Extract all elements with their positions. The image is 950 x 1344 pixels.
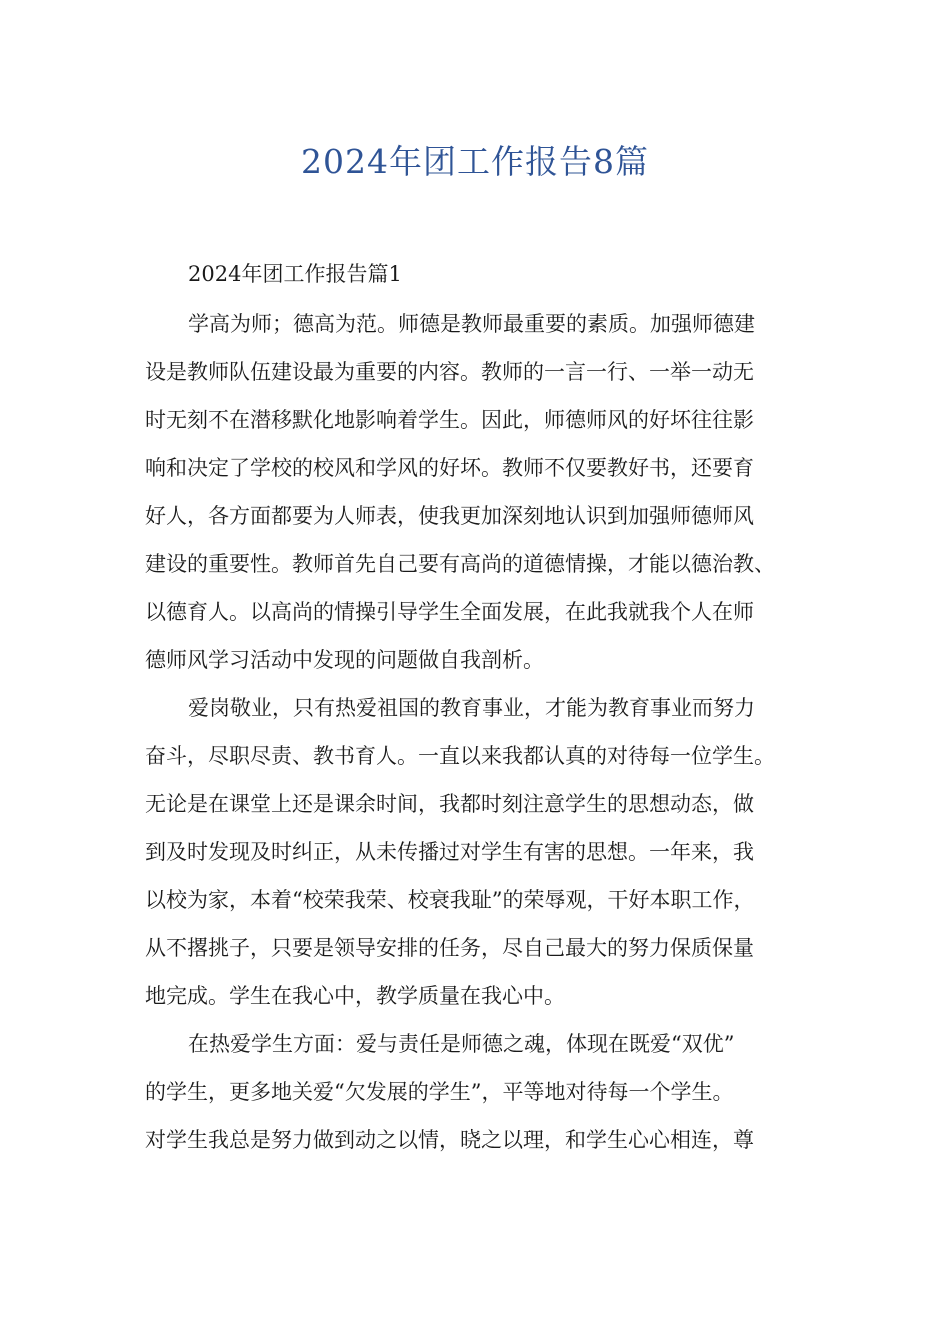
paragraph-line: 建设的重要性。教师首先自己要有高尚的道德情操，才能以德治教、 [145,552,775,576]
paragraph-line: 在热爱学生方面：爱与责任是师德之魂，体现在既爱“双优” [188,1032,735,1056]
paragraph-line: 以校为家，本着“校荣我荣、校衰我耻”的荣辱观，干好本职工作， [145,888,755,912]
document-title: 2024年团工作报告8篇 [301,142,649,181]
paragraph-line: 设是教师队伍建设最为重要的内容。教师的一言一行、一举一动无 [145,360,754,384]
paragraph-line: 对学生我总是努力做到动之以情，晓之以理，和学生心心相连，尊 [145,1128,754,1152]
paragraph-line: 的学生，更多地关爱“欠发展的学生”，平等地对待每一个学生。 [145,1080,734,1104]
paragraph-line: 从不撂挑子，只要是领导安排的任务，尽自己最大的努力保质保量 [145,936,754,960]
paragraph-line: 好人，各方面都要为人师表，使我更加深刻地认识到加强师德师风 [145,504,754,528]
paragraph-line: 到及时发现及时纠正，从未传播过对学生有害的思想。一年来，我 [145,840,754,864]
paragraph-line: 学高为师；德高为范。师德是教师最重要的素质。加强师德建 [188,312,755,336]
paragraph-line: 响和决定了学校的校风和学风的好坏。教师不仅要教好书，还要育 [145,456,754,480]
paragraph-line: 无论是在课堂上还是课余时间，我都时刻注意学生的思想动态，做 [145,792,754,816]
paragraph-line: 以德育人。以高尚的情操引导学生全面发展，在此我就我个人在师 [145,600,754,624]
paragraph-line: 时无刻不在潜移默化地影响着学生。因此，师德师风的好坏往往影 [145,408,754,432]
paragraph-line: 地完成。学生在我心中，教学质量在我心中。 [145,984,565,1008]
paragraph-line: 爱岗敬业，只有热爱祖国的教育事业，才能为教育事业而努力 [188,696,755,720]
section-heading: 2024年团工作报告篇1 [188,262,402,286]
paragraph-line: 奋斗，尽职尽责、教书育人。一直以来我都认真的对待每一位学生。 [145,744,775,768]
paragraph-line: 德师风学习活动中发现的问题做自我剖析。 [145,648,544,672]
